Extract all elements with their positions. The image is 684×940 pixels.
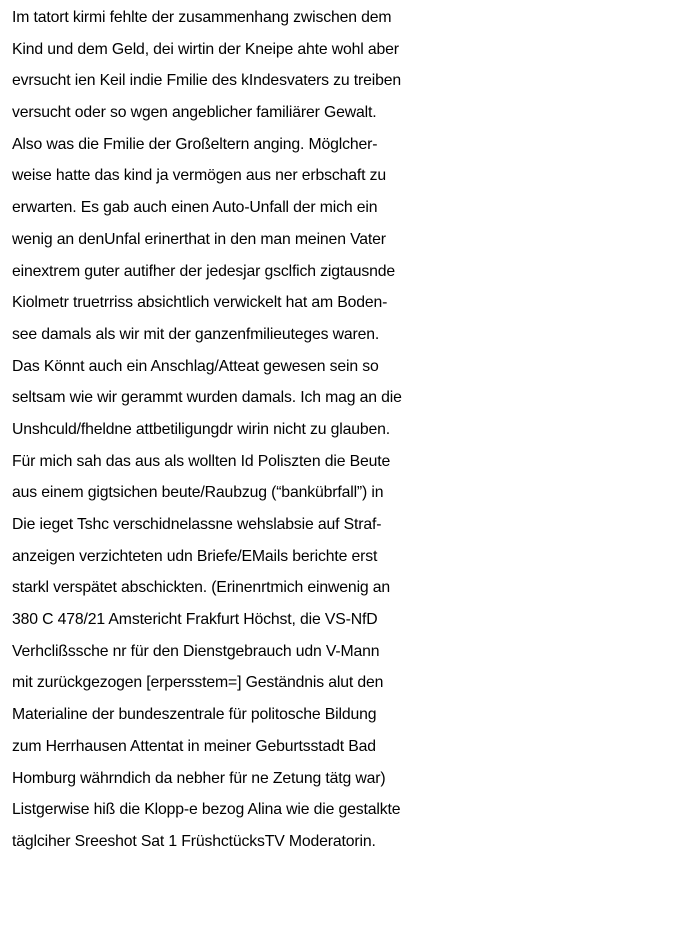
text-line: Also was die Fmilie der Großeltern anging. Möglcher- — [12, 135, 378, 153]
text-line: Für mich sah das aus als wollten Id Poliszten die Beute — [12, 452, 391, 470]
text-line: starkl verspätet abschickten. (Erinenrtmich einwenig an — [12, 579, 391, 597]
text-line: Verhclißssche nr für den Dienstgebrauch udn V-Mann — [12, 642, 380, 660]
text-line: Kiolmetr truetrriss absichtlich verwickelt hat am Boden- — [12, 294, 388, 312]
text-line: täglciher Sreeshot Sat 1 FrüshctücksTV Moderatorin. — [12, 832, 376, 850]
text-line: erwarten. Es gab auch einen Auto-Unfall der mich ein — [12, 199, 378, 217]
text-line: 380 C 478/21 Amstericht Frakfurt Höchst, die VS-NfD — [12, 611, 378, 629]
text-line: seltsam wie wir gerammt wurden damals. Ich mag an die — [12, 389, 402, 407]
text-line: see damals als wir mit der ganzenfmilieuteges waren. — [12, 325, 380, 343]
text-line: aus einem gigtsichen beute/Raubzug (“bankübrfall”) in — [12, 484, 384, 502]
text-line: Kind und dem Geld, dei wirtin der Kneipe ahte wohl aber — [12, 40, 399, 58]
text-line: mit zurückgezogen [erpersstem=] Geständnis alut den — [12, 674, 384, 692]
text-line: Materialine der bundeszentrale für politosche Bildung — [12, 706, 377, 724]
text-line: Homburg währndich da nebher für ne Zetung tätg war) — [12, 769, 386, 787]
text-line: zum Herrhausen Attentat in meiner Geburtsstadt Bad — [12, 737, 376, 755]
text-line: weise hatte das kind ja vermögen aus ner erbschaft zu — [12, 167, 387, 185]
text-line: anzeigen verzichteten udn Briefe/EMails berichte erst — [12, 547, 378, 565]
text-line: versucht oder so wgen angeblicher familiärer Gewalt. — [12, 104, 377, 122]
text-line: Im tatort kirmi fehlte der zusammenhang zwischen dem — [12, 9, 392, 26]
document-body — [12, 2, 680, 858]
text-line: einextrem guter autifher der jedesjar gsclfich zigtausnde — [12, 262, 396, 280]
text-line: wenig an denUnfal erinerthat in den man meinen Vater — [12, 230, 386, 248]
text-line: Unshculd/fheldne attbetiligungdr wirin nicht zu glauben. — [12, 420, 390, 438]
text-line: Listgerwise hiß die Klopp-e bezog Alina wie die gestalkte — [12, 801, 401, 819]
text-line: Die ieget Tshc verschidnelassne wehslabsie auf Straf- — [12, 516, 382, 533]
text-line: Das Könnt auch ein Anschlag/Atteat gewesen sein so — [12, 357, 379, 375]
text-line: evrsucht ien Keil indie Fmilie des kIndesvaters zu treiben — [12, 72, 402, 90]
